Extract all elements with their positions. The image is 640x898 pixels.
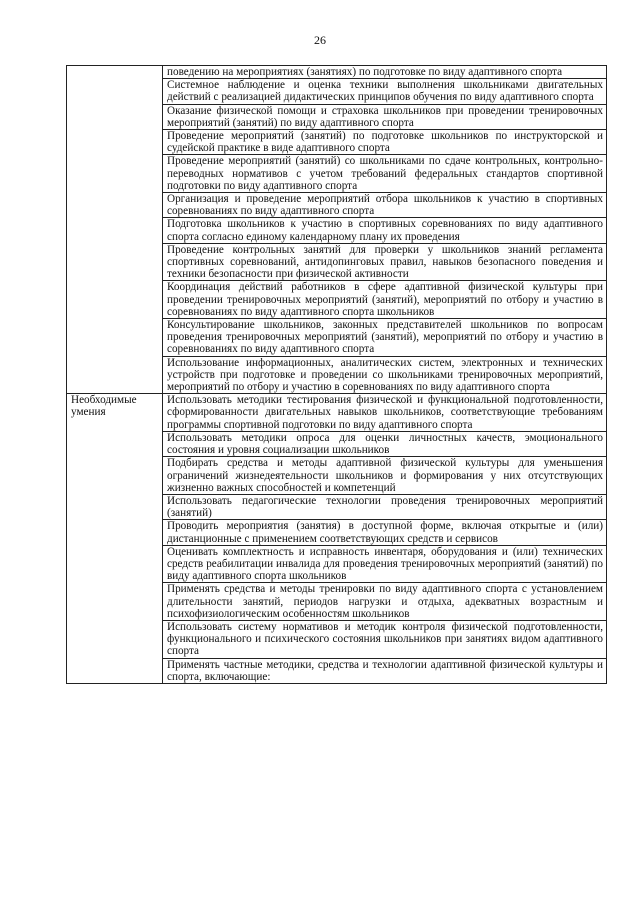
table-body (67, 66, 607, 684)
requirement-text: Использовать методики опроса для оценки личностных качеств, эмоционального состояния и уровня социализации школьников (163, 431, 607, 456)
requirement-text: поведению на мероприятиях (занятиях) по подготовке по виду адаптивного спорта (163, 66, 607, 79)
page-number: 26 (314, 33, 326, 47)
requirement-text: Организация и проведение мероприятий отбора школьников к участию в спортивных соревнованиях по виду адаптивного спорта (163, 193, 607, 218)
requirement-text: Координация действий работников в сфере адаптивной физической культуры при проведении тренировочных мероприятий (занятий), мероприятий по отбору и участию в соревнованиях по виду адаптивного спорта школьников (163, 281, 607, 319)
requirement-text: Подготовка школьников к участию в спортивных соревнованиях по виду адаптивного спорта согласно единому календарному плану их проведения (163, 218, 607, 243)
requirements-table (66, 65, 607, 684)
requirement-text: Использование информационных, аналитических систем, электронных и технических устройств при подготовке и проведении со школьниками тренировочных мероприятий, мероприятий по отбору и участию в соревнованиях по виду адаптивного спорта (163, 356, 607, 394)
requirement-text: Применять частные методики, средства и технологии адаптивной физической культуры и спорта, включающие: (163, 658, 607, 683)
requirement-text: Использовать педагогические технологии проведения тренировочных мероприятий (занятий) (163, 494, 607, 519)
requirement-text: Проведение мероприятий (занятий) со школьниками по сдаче контрольных, контрольно-переводных нормативов с учетом требований федеральных стандартов спортивной подготовки по виду адаптивного спорта (163, 155, 607, 193)
table-row (67, 394, 607, 432)
requirement-text: Оказание физической помощи и страховка школьников при проведении тренировочных мероприятий (занятий) по виду адаптивного спорта (163, 104, 607, 129)
requirement-text: Оценивать комплектность и исправность инвентаря, оборудования и (или) технических средств реабилитации инвалида для проведения тренировочных мероприятий (занятий) по виду адаптивного спорта школьников (163, 545, 607, 583)
section-label (67, 66, 163, 394)
requirement-text: Подбирать средства и методы адаптивной физической культуры для уменьшения ограничений жизнедеятельности школьников и формирования у них отсутствующих жизненно важных способностей и компетенций (163, 457, 607, 495)
requirement-text: Системное наблюдение и оценка техники выполнения школьниками двигательных действий с реализацией дидактических принципов обучения по виду адаптивного спорта (163, 79, 607, 104)
requirement-text: Использовать методики тестирования физической и функциональной подготовленности, сформированности двигательных навыков школьников, соответствующие требованиям программы спортивной подготовки по виду адаптивного спорта (163, 394, 607, 432)
requirement-text: Проведение мероприятий (занятий) по подготовке школьников по инструкторской и судейской практике в виде адаптивного спорта (163, 130, 607, 155)
requirement-text: Проведение контрольных занятий для проверки у школьников знаний регламента спортивных соревнований, антидопинговых правил, навыков безопасного поведения и техники безопасности при физической активности (163, 243, 607, 281)
requirement-text: Проводить мероприятия (занятия) в доступной форме, включая открытые и (или) дистанционные с применением соответствующих средств и сервисов (163, 520, 607, 545)
requirement-text: Применять средства и методы тренировки по виду адаптивного спорта с установлением длительности занятий, периодов нагрузки и отдыха, адекватных возрастным и психофизиологическим особенностям школьников (163, 583, 607, 621)
requirement-text: Использовать систему нормативов и методик контроля физической подготовленности, функционального и психического состояния школьников при занятиях видом адаптивного спорта (163, 620, 607, 658)
table-row (67, 66, 607, 79)
section-label: Необходимые умения (67, 394, 163, 684)
requirement-text: Консультирование школьников, законных представителей школьников по вопросам проведения тренировочных мероприятий (занятий), мероприятий по отбору и участию в соревнованиях по виду адаптивного спорта (163, 319, 607, 357)
